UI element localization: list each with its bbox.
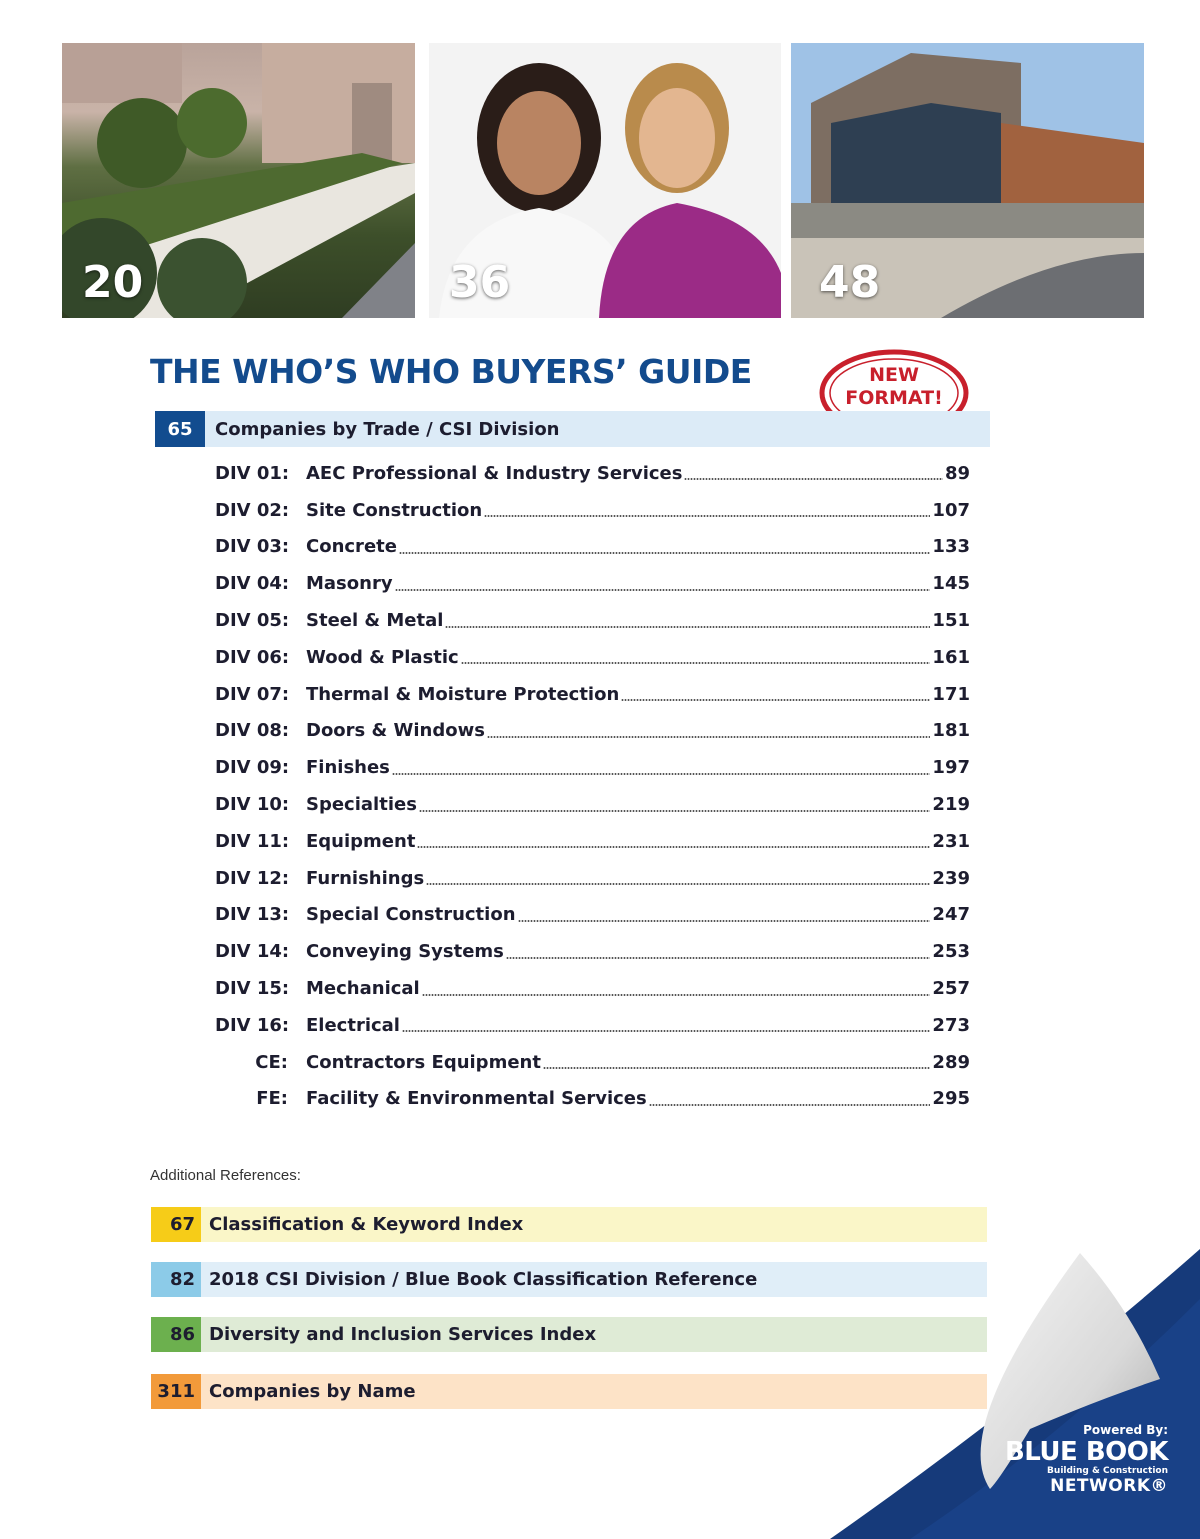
page-title: THE WHO’S WHO BUYERS’ GUIDE <box>150 352 752 391</box>
division-page: 247 <box>932 904 970 926</box>
division-row[interactable] <box>215 749 970 786</box>
division-name: Concrete <box>306 536 397 558</box>
division-name: Contractors Equipment <box>306 1051 541 1073</box>
feature-page-number: 20 <box>82 257 144 308</box>
division-row[interactable] <box>215 786 970 823</box>
division-code: DIV 06: <box>215 646 290 668</box>
dot-leader <box>621 699 930 701</box>
dot-leader <box>395 589 931 591</box>
division-name: Furnishings <box>306 867 425 889</box>
dot-leader <box>417 846 930 848</box>
division-row[interactable] <box>215 823 970 860</box>
ref-page-number: 311 <box>151 1374 201 1409</box>
division-row[interactable] <box>215 492 970 529</box>
division-row[interactable] <box>215 676 970 713</box>
division-page: 239 <box>932 867 970 889</box>
ref-label: Diversity and Inclusion Services Index <box>201 1317 987 1352</box>
division-row[interactable] <box>215 897 970 934</box>
division-code: DIV 05: <box>215 610 290 632</box>
division-page: 181 <box>932 720 970 742</box>
division-name: Masonry <box>306 573 393 595</box>
dot-leader <box>484 515 930 517</box>
dot-leader <box>392 773 931 775</box>
division-page: 133 <box>932 536 970 558</box>
dot-leader <box>402 1030 930 1032</box>
division-page: 295 <box>932 1088 970 1110</box>
division-page: 151 <box>932 610 970 632</box>
photo-people <box>429 43 781 318</box>
dot-leader <box>461 662 931 664</box>
division-name: Thermal & Moisture Protection <box>306 683 620 705</box>
feature-page-number: 48 <box>819 257 881 308</box>
ref-classification-keyword-index[interactable] <box>151 1207 987 1242</box>
division-page: 219 <box>932 794 970 816</box>
dot-leader <box>649 1104 931 1106</box>
photo-building <box>791 43 1144 318</box>
division-code: DIV 01: <box>215 462 290 484</box>
division-name: Mechanical <box>306 978 420 1000</box>
division-name: Finishes <box>306 757 390 779</box>
division-page: 231 <box>932 830 970 852</box>
ref-page-number: 82 <box>151 1262 201 1297</box>
division-name: Site Construction <box>306 499 483 521</box>
dot-leader <box>684 478 942 480</box>
dot-leader <box>426 883 930 885</box>
division-row[interactable] <box>215 1044 970 1081</box>
section-page-number: 65 <box>155 411 205 447</box>
division-name: Doors & Windows <box>306 720 485 742</box>
division-name: Wood & Plastic <box>306 646 459 668</box>
division-code: DIV 02: <box>215 499 290 521</box>
dot-leader <box>543 1067 930 1069</box>
division-row[interactable] <box>215 639 970 676</box>
division-code: CE: <box>255 1051 288 1073</box>
division-name: AEC Professional & Industry Services <box>306 462 683 484</box>
division-row[interactable] <box>215 970 970 1007</box>
division-name: Specialties <box>306 794 417 816</box>
photo-planter <box>62 43 415 318</box>
feature-page-number: 36 <box>449 257 511 308</box>
dot-leader <box>419 810 931 812</box>
division-name: Conveying Systems <box>306 941 504 963</box>
division-name: Facility & Environmental Services <box>306 1088 647 1110</box>
division-name: Steel & Metal <box>306 610 444 632</box>
division-row[interactable] <box>215 713 970 750</box>
ref-label: Classification & Keyword Index <box>201 1207 987 1242</box>
division-page: 273 <box>932 1014 970 1036</box>
ref-label: Companies by Name <box>201 1374 987 1409</box>
division-page: 89 <box>944 462 970 484</box>
division-page: 107 <box>932 499 970 521</box>
division-row[interactable] <box>215 1081 970 1118</box>
dot-leader <box>487 736 930 738</box>
ref-page-number: 86 <box>151 1317 201 1352</box>
division-code: DIV 11: <box>215 830 290 852</box>
dot-leader <box>399 552 930 554</box>
logo-network: NETWORK® <box>1050 1476 1168 1496</box>
division-code: DIV 08: <box>215 720 290 742</box>
division-name: Equipment <box>306 830 416 852</box>
division-code: DIV 04: <box>215 573 290 595</box>
division-row[interactable] <box>215 933 970 970</box>
section-companies-by-trade[interactable] <box>155 411 990 447</box>
division-list <box>215 455 970 1117</box>
division-code: DIV 10: <box>215 794 290 816</box>
division-name: Special Construction <box>306 904 516 926</box>
division-code: DIV 13: <box>215 904 290 926</box>
division-code: DIV 16: <box>215 1014 290 1036</box>
badge-line-1: NEW <box>869 364 919 386</box>
logo-subtitle: Building & Construction <box>1047 1466 1168 1476</box>
division-row[interactable] <box>215 455 970 492</box>
blue-book-logo <box>978 1423 1168 1495</box>
division-name: Electrical <box>306 1014 400 1036</box>
powered-by-label: Powered By: <box>1083 1423 1168 1437</box>
division-code: DIV 03: <box>215 536 290 558</box>
division-code: DIV 09: <box>215 757 290 779</box>
dot-leader <box>518 920 931 922</box>
dot-leader <box>445 626 930 628</box>
division-page: 145 <box>932 573 970 595</box>
badge-line-2: FORMAT! <box>845 387 943 409</box>
logo-brand: BLUE BOOK <box>1004 1437 1168 1467</box>
division-page: 253 <box>932 941 970 963</box>
ref-label: 2018 CSI Division / Blue Book Classification Reference <box>201 1262 987 1297</box>
section-label: Companies by Trade / CSI Division <box>205 411 990 447</box>
division-code: DIV 07: <box>215 683 290 705</box>
division-page: 197 <box>932 757 970 779</box>
division-page: 257 <box>932 978 970 1000</box>
division-page: 289 <box>932 1051 970 1073</box>
division-page: 161 <box>932 646 970 668</box>
division-code: DIV 15: <box>215 978 290 1000</box>
division-row[interactable] <box>215 602 970 639</box>
division-row[interactable] <box>215 565 970 602</box>
division-row[interactable] <box>215 860 970 897</box>
division-row[interactable] <box>215 1007 970 1044</box>
division-code: FE: <box>256 1088 288 1110</box>
division-page: 171 <box>932 683 970 705</box>
dot-leader <box>422 994 931 996</box>
dot-leader <box>506 957 931 959</box>
additional-references-label: Additional References: <box>150 1167 301 1184</box>
division-code: DIV 12: <box>215 867 290 889</box>
division-code: DIV 14: <box>215 941 290 963</box>
ref-page-number: 67 <box>151 1207 201 1242</box>
division-row[interactable] <box>215 529 970 566</box>
